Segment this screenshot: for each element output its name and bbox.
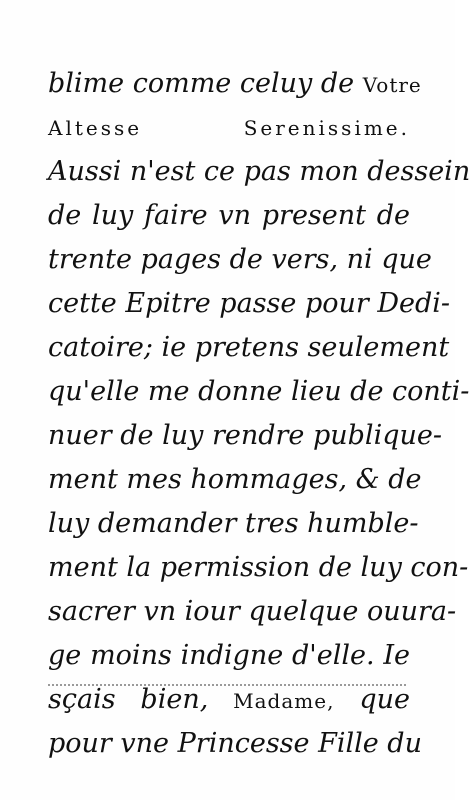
text-line-13: sacrer vn iour quelque ouura- xyxy=(48,596,457,627)
small-caps-madame: Madame, xyxy=(233,689,335,713)
text-line-3: Aussi n'est ce pas mon dessein xyxy=(48,156,470,187)
text-line-4: de luy faire vn present de xyxy=(48,200,410,231)
text-line-2: Altesse Serenissime. xyxy=(48,116,410,140)
page-bottom-rule xyxy=(48,684,406,686)
text-line-14: ge moins indigne d'elle. Ie xyxy=(48,640,410,671)
text-line-15-body: sçais bien, xyxy=(48,684,209,715)
text-line-6: cette Epitre passe pour Dedi- xyxy=(48,288,451,319)
text-line-7: catoire; ie pretens seulement xyxy=(48,332,450,363)
text-line-15-tail: que xyxy=(359,684,410,715)
text-line-16: pour vne Princesse Fille du xyxy=(48,728,422,759)
text-line-8: qu'elle me donne lieu de conti- xyxy=(48,376,470,407)
text-line-1 xyxy=(48,62,422,106)
text-line-12: ment la permission de luy con- xyxy=(48,552,469,583)
text-line-5: trente pages de vers, ni que xyxy=(48,244,432,275)
page-text xyxy=(48,62,470,766)
text-line-10: ment mes hommages, & de xyxy=(48,464,422,495)
text-line-9: nuer de luy rendre publique- xyxy=(48,420,442,451)
text-line-11: luy demander tres humble- xyxy=(48,508,419,539)
text-line-1-body: blime comme celuy de xyxy=(48,68,355,99)
small-caps-votre: Votre xyxy=(362,73,422,97)
